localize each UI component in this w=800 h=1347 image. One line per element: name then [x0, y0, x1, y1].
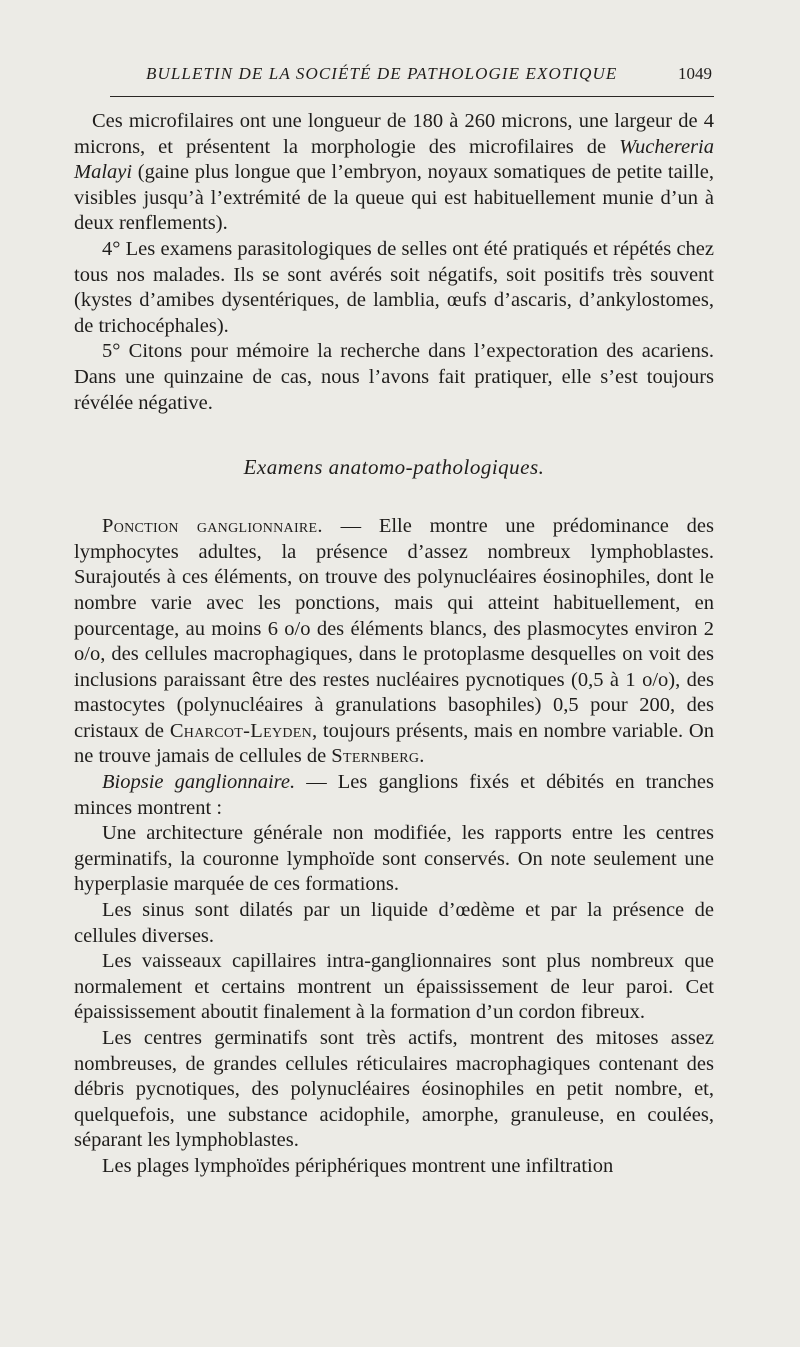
paragraph-text: , toujours présents, mais en nombre variable. On ne trouve jamais de cellules de: [74, 719, 714, 768]
paragraph-text: — Elle montre une prédominance des lymphocytes adultes, la présence d’assez nombreux lymphoblastes. Surajoutés à ces éléments, on trouve des polynucléaires éosinophiles, dont le nombre varie avec les ponctions, mais qui atteint habituellement, en pourcentage, au moins 6 o/o des éléments blancs, des plasmocytes environ 2 o/o, des cellules macrophagiques, dans le protoplasme desquelles on voit des inclusions paraissant être des restes nucléaires pycnotiques (0,5 à 1 o/o), des mastocytes (polynucléaires à granulations basophiles) 0,5 pour 200, des cristaux de: [74, 515, 714, 742]
paragraph-architecture: Une architecture générale non modifiée, les rapports entre les centres germinatifs, la couronne lymphoïde sont conservés. On note seulement une hyperplasie marquée de ces formations.: [74, 822, 714, 896]
paragraph-vaisseaux: Les vaisseaux capillaires intra-ganglionnaires sont plus nombreux que normalement et certains montrent un épaississement de leur paroi. Cet épaississement aboutit finalement à la formation d’un cordon fibreux.: [74, 950, 714, 1024]
paragraph-centres: Les centres germinatifs sont très actifs, montrent des mitoses assez nombreuses, de grandes cellules réticulaires macrophagiques contenant des débris pycnotiques, des polynucléaires éosinophiles en petit nombre, et, quelquefois, une substance acidophile, amorphe, granuleuse, en coulées, séparant les lymphoblastes.: [74, 1027, 714, 1152]
species-name: Wuchereria Malayi: [74, 135, 714, 184]
paragraph-acariens: 5° Citons pour mémoire la recherche dans l’expectoration des acariens. Dans une quinzaine de cas, nous l’avons fait pratiquer, elle s’est toujours révélée négative.: [74, 340, 714, 414]
paragraph-text: .: [419, 745, 425, 768]
run-in-heading: Ponction ganglionnaire.: [102, 515, 323, 538]
section-heading: Examens anatomo-pathologiques.: [243, 455, 545, 480]
paragraph-sinus: Les sinus sont dilatés par un liquide d’œdème et par la présence de cellules diverses.: [74, 899, 714, 947]
paragraph-plages: Les plages lymphoïdes périphériques montrent une infiltration: [102, 1154, 614, 1177]
paragraph-text: (gaine plus longue que l’embryon, noyaux somatiques de petite taille, visibles jusqu’à l’extrémité de la queue qui est habituellement munie d’un à deux renflements).: [74, 161, 714, 235]
running-head: [146, 64, 712, 88]
paragraph-biopsie: [74, 770, 714, 821]
paragraph-selles: 4° Les examens parasitologiques de selles ont été pratiqués et répétés chez tous nos malades. Ils se sont avérés soit négatifs, soit positifs très souvent (kystes d’amibes dysentériques, de lamblia, œufs d’ascaris, d’ankylostomes, de trichocéphales).: [74, 237, 714, 337]
author-name: Charcot-Leyden: [169, 719, 313, 742]
header-rule: [110, 96, 714, 97]
body-text: [74, 109, 714, 1180]
journal-title: BULLETIN DE LA SOCIÉTÉ DE PATHOLOGIE EXOTIQUE: [146, 64, 618, 83]
page-number: 1049: [678, 64, 712, 83]
paragraph-microfilaires: [74, 109, 714, 237]
paragraph-ponction: [74, 514, 714, 770]
paragraph-text: — Les ganglions fixés et débités en tranches minces montrent :: [74, 771, 714, 819]
run-in-heading: Biopsie ganglionnaire.: [102, 771, 296, 794]
author-name: Sternberg: [331, 745, 420, 768]
paragraph-text: Ces microfilaires ont une longueur de 180 à 260 microns, une largeur de 4 microns, et présentent la morphologie des microfilaires de: [74, 110, 714, 158]
